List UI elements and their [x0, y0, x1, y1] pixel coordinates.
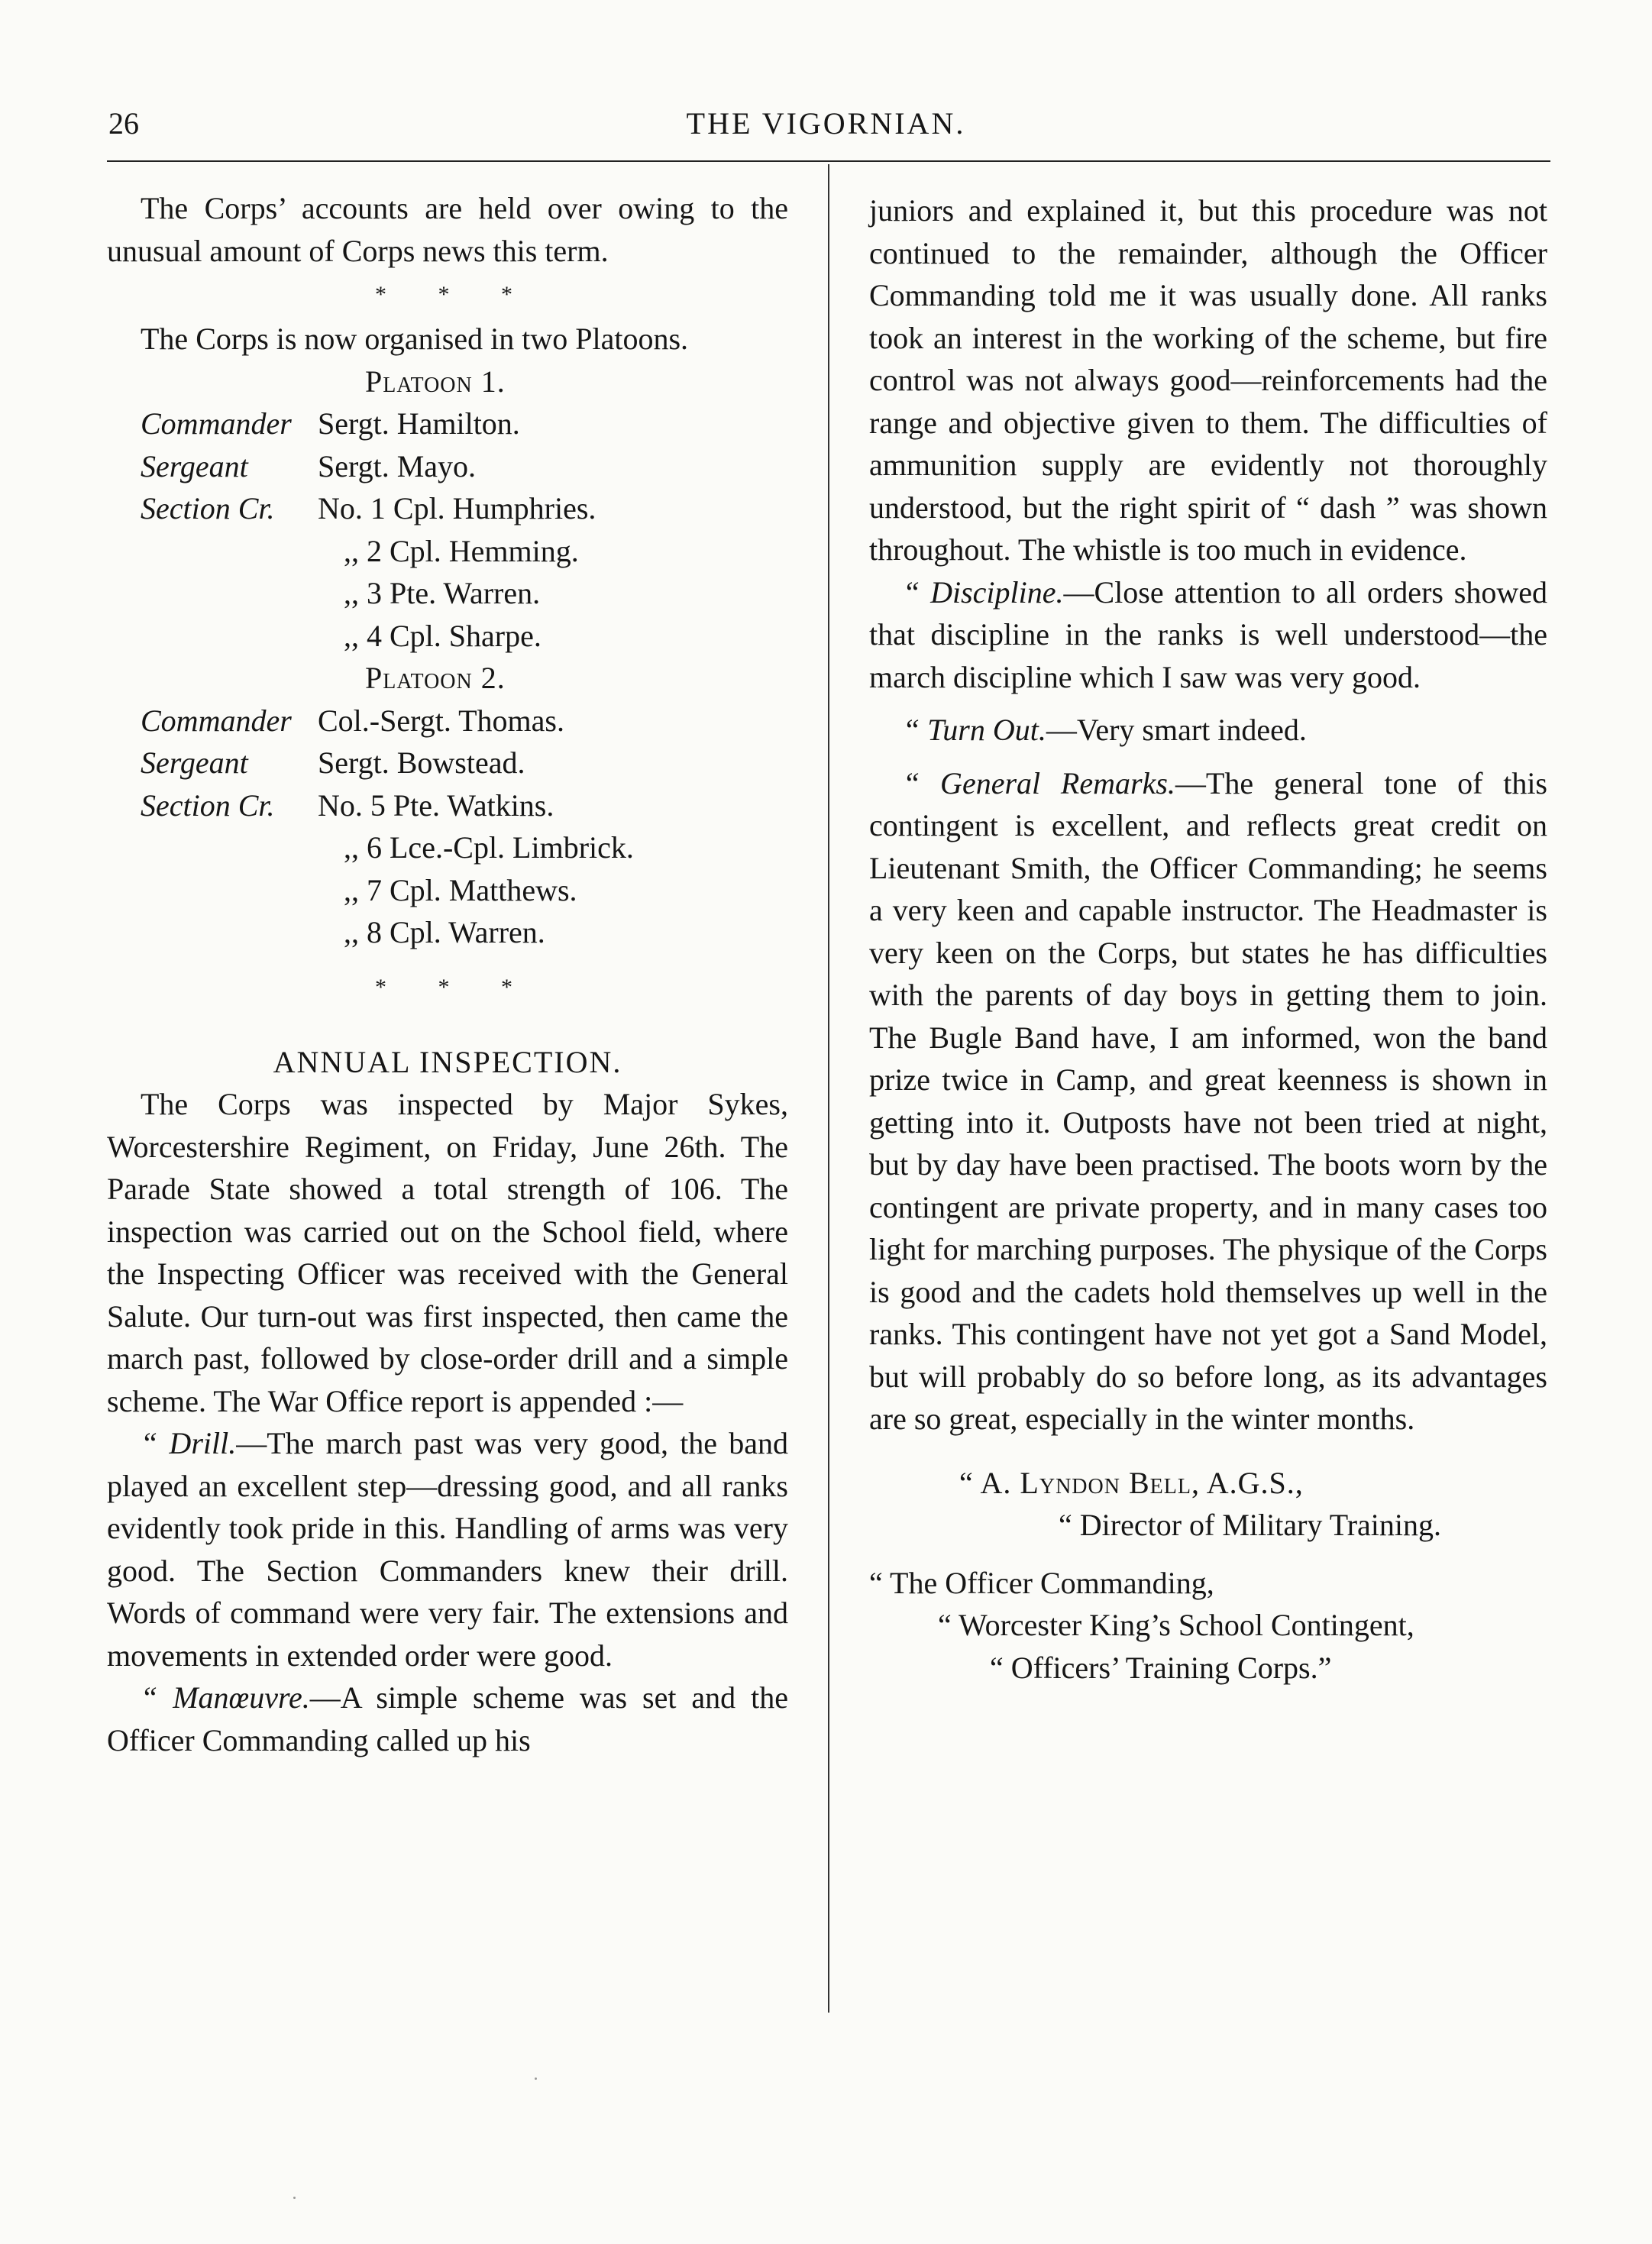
address-line: “ The Officer Commanding,: [869, 1565, 1214, 1600]
roster-name: ,, 2 Cpl. Hemming.: [344, 533, 579, 568]
remarks-text: —The general tone of this contingent is excellent, and reflects great credit on Lieutenant Smith, the Officer Commanding; he seems a very keen and capable instructor. The Headmaster is very keen on the Corps, but states he has difficulties with the parents of day boys in getting them to join. The Bugle Band have, I am informed, won the band prize twice in Camp, and great keenness is shown in getting into it. Outposts have not been tried at night, but by day have been practised. The boots worn by the contingent are private property, and in many cases too light for marching purposes. The physique of the Corps is good and the cadets hold themselves up well in the ranks. This contingent have not yet got a Sand Model, but will probably do so before long, as its advantages are so great, especially in the winter months.: [869, 765, 1547, 1436]
address-line: “ Officers’ Training Corps.”: [990, 1650, 1332, 1685]
roster-name: ,, 8 Cpl. Warren.: [344, 915, 545, 949]
roster-name: Sergt. Bowstead.: [318, 745, 525, 780]
roster-role: Sergeant: [141, 745, 248, 780]
turnout-label: “ Turn Out.: [903, 713, 1046, 747]
roster-row: [107, 784, 788, 827]
inspection-paragraph: The Corps was inspected by Major Sykes, Worcestershire Regiment, on Friday, June 26th. The Parade State showed a total strength of 106. The inspection was carried out on the School field, where the Inspecting Officer was received with the General Salute. Our turn-out was first inspected, then came the march past, followed by close-order drill and a simple scheme. The War Office report is appended :—: [107, 1087, 788, 1418]
roster-name: ,, 6 Lce.-Cpl. Limbrick.: [344, 830, 634, 865]
running-title: THE VIGORNIAN.: [686, 106, 966, 141]
column-divider: [828, 164, 829, 2013]
roster-role: Section Cr.: [141, 787, 275, 823]
organisation-paragraph: The Corps is now organised in two Platoons.: [141, 322, 689, 356]
roster-row: [107, 742, 788, 784]
turnout-text: —Very smart indeed.: [1046, 713, 1307, 747]
roster-role: Section Cr.: [141, 491, 275, 525]
page-header: [0, 105, 1652, 148]
section-heading: ANNUAL INSPECTION.: [273, 1044, 622, 1079]
discipline-text: —Close attention to all orders showed that discipline in the ranks is well understood—the march discipline which I saw was very good.: [869, 574, 1547, 694]
header-rule: [107, 160, 1550, 162]
roster-role: Sergeant: [141, 448, 248, 483]
platoon-heading: Platoon 2.: [365, 661, 506, 695]
paper-speck: [535, 2077, 537, 2080]
roster-name: No. 5 Pte. Watkins.: [318, 787, 554, 823]
accounts-paragraph: The Corps’ accounts are held over owing to the unusual amount of Corps news this term.: [107, 191, 788, 268]
roster-role: Commander: [141, 406, 292, 441]
signature-title: “ Director of Military Training.: [1059, 1508, 1442, 1542]
manoeuvre-text: —A simple scheme was set and the Officer Commanding called up his: [107, 1680, 788, 1757]
left-column: [107, 187, 788, 1761]
section-break: * * *: [375, 974, 535, 1000]
drill-text: —The march past was very good, the band played an excellent step—dressing good, and all ranks evidently took pride in this. Handling of arms was very good. The Section Commanders knew their drill. Words of command were very fair. The extensions and movements in extended order were good.: [107, 1426, 788, 1673]
roster-name: ,, 3 Pte. Warren.: [344, 576, 541, 610]
remarks-label: “ General Remarks.: [903, 765, 1175, 800]
roster-row: [107, 403, 788, 445]
drill-paragraph: [107, 1422, 788, 1677]
roster-row: [107, 445, 788, 488]
drill-label: “ Drill.: [141, 1426, 237, 1460]
remarks-paragraph: [869, 762, 1547, 1440]
roster-name: Sergt. Hamilton.: [318, 406, 520, 441]
discipline-label: “ Discipline.: [903, 574, 1064, 610]
manoeuvre-label: “ Manœuvre.: [141, 1680, 310, 1715]
turnout-paragraph: [869, 709, 1547, 752]
page-number: 26: [108, 106, 139, 141]
roster-role: Commander: [141, 703, 292, 738]
signature-name: “ A. Lyndon Bell, A.G.S.,: [959, 1465, 1304, 1500]
roster-name: ,, 7 Cpl. Matthews.: [344, 872, 577, 907]
paper-speck: [293, 2197, 296, 2199]
address-line: “ Worcester King’s School Contingent,: [938, 1608, 1414, 1642]
roster-name: Sergt. Mayo.: [318, 448, 477, 483]
right-column: [869, 189, 1547, 1689]
platoon-heading: Platoon 1.: [365, 364, 506, 399]
roster-name: Col.-Sergt. Thomas.: [318, 703, 564, 738]
manoeuvre-continued-paragraph: juniors and explained it, but this procedure was not continued to the remainder, although the Officer Commanding told me it was usually done. All ranks took an interest in the working of the scheme, but fire control was not always good—reinforcements had the range and objective given to them. The difficulties of ammunition supply are evidently not thoroughly understood, but the right spirit of “ dash ” was shown throughout. The whistle is too much in evidence.: [869, 193, 1547, 567]
discipline-paragraph: [869, 571, 1547, 699]
manoeuvre-paragraph: [107, 1677, 788, 1761]
platoon-roster-2: [107, 657, 788, 954]
roster-row: [107, 487, 788, 530]
roster-name: ,, 4 Cpl. Sharpe.: [344, 618, 542, 653]
roster-row: [107, 700, 788, 742]
section-break: * * *: [375, 282, 535, 307]
roster-name: No. 1 Cpl. Humphries.: [318, 491, 596, 525]
platoon-roster-1: [107, 361, 788, 658]
